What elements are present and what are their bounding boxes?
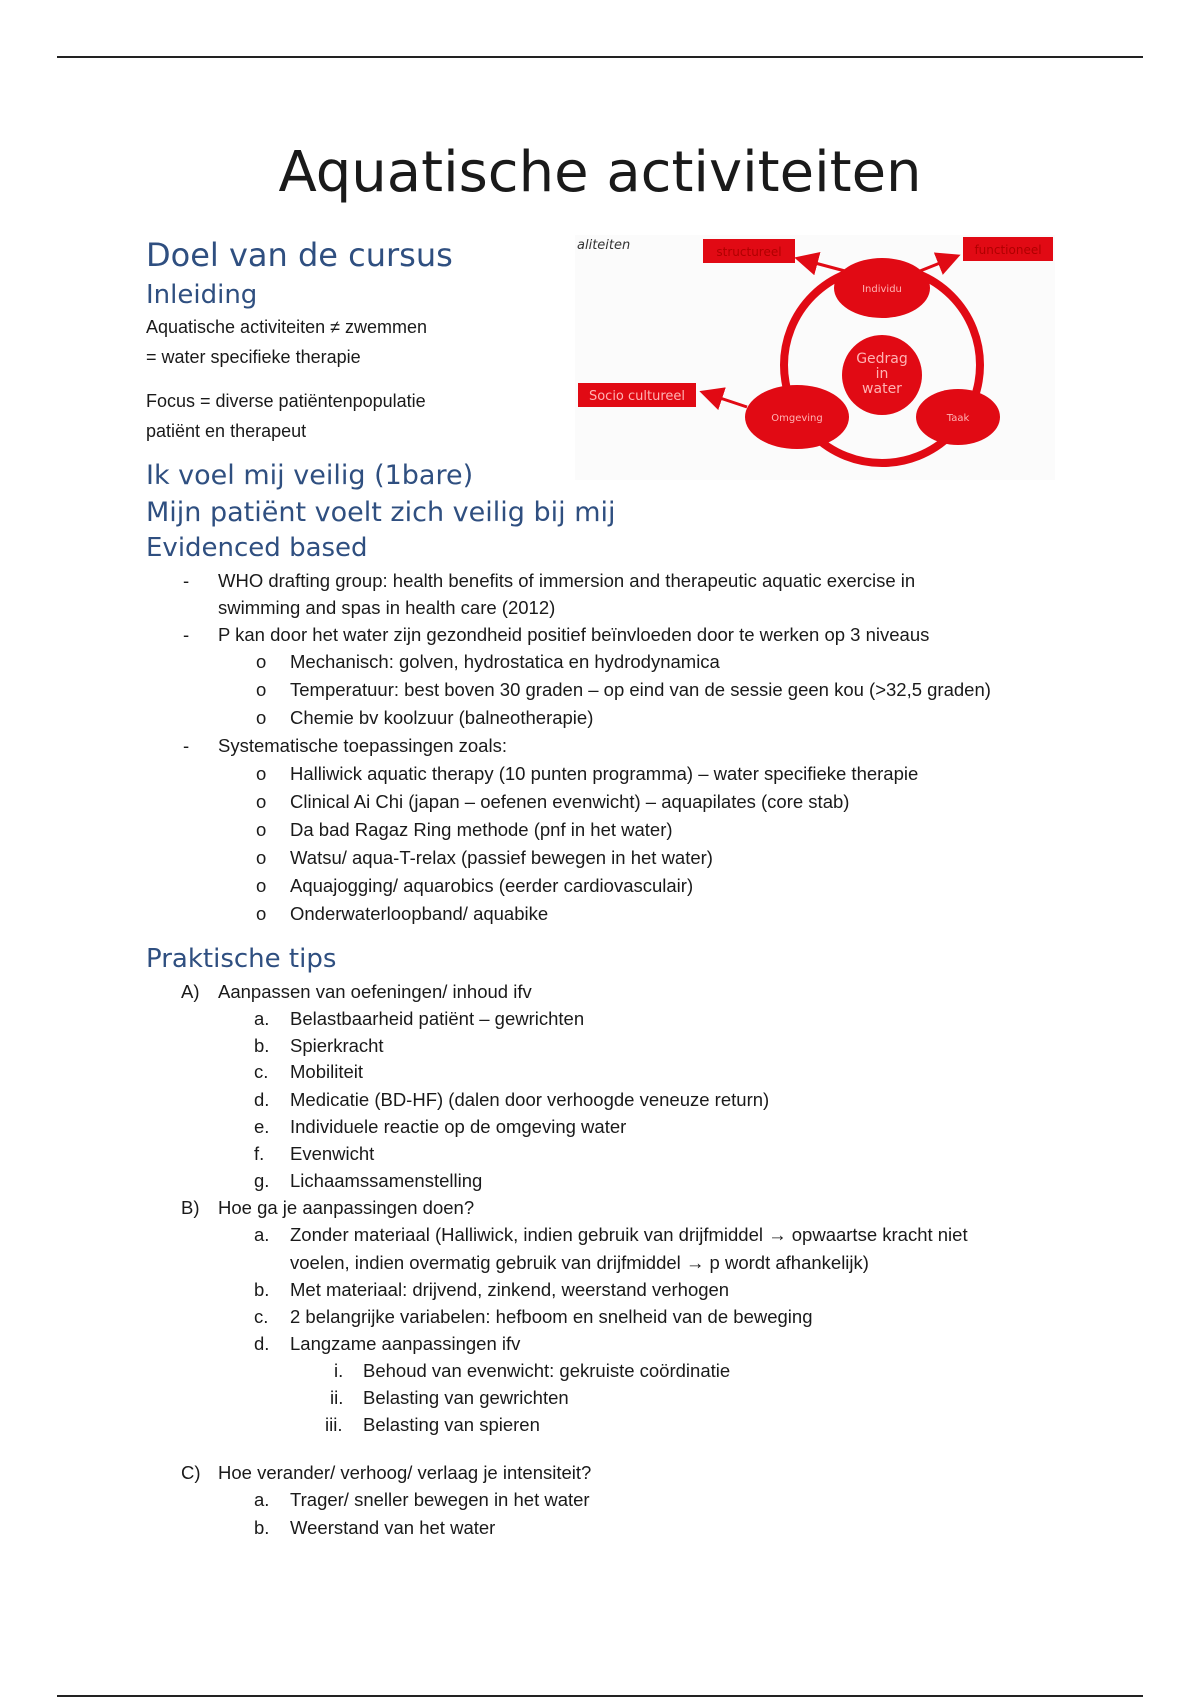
diagram-svg	[575, 235, 1055, 480]
bullet-circle: o	[256, 903, 267, 924]
list-marker: f.	[254, 1143, 265, 1164]
sub-item-text: Halliwick aquatic therapy (10 punten programma) – water specifieke therapie	[290, 763, 919, 784]
tips-B-a-line-2: voelen, indien overmatig gebruik van drijfmiddel → p wordt afhankelijk)	[290, 1252, 869, 1273]
focus-line-2: patiënt en therapeut	[146, 421, 307, 441]
sub-item-text: Temperatuur: best boven 30 graden – op eind van de sessie geen kou (>32,5 graden)	[290, 679, 991, 700]
inleiding-line-1: Aquatische activiteiten ≠ zwemmen	[146, 317, 428, 337]
heading-inleiding: Inleiding	[146, 280, 258, 310]
center-label-1: Gedrag	[856, 351, 908, 367]
evidence-item-3-text: Systematische toepassingen zoals:	[218, 735, 507, 756]
bullet-circle: o	[256, 707, 267, 728]
sub-item-text: Chemie bv koolzuur (balneotherapie)	[290, 707, 594, 728]
sub-item-text: Clinical Ai Chi (japan – oefenen evenwicht) – aquapilates (core stab)	[290, 791, 850, 812]
label-socio: Socio cultureel	[588, 389, 686, 404]
sub-item-text: Da bad Ragaz Ring methode (pnf in het water)	[290, 819, 673, 840]
bullet-circle: o	[256, 791, 267, 812]
node-taak-label: Taak	[946, 413, 970, 424]
list-item-text: Belastbaarheid patiënt – gewrichten	[290, 1008, 585, 1029]
tips-C-text: Hoe verander/ verhoog/ verlaag je intensiteit?	[218, 1462, 592, 1483]
list-item-text: Met materiaal: drijvend, zinkend, weerstand verhogen	[290, 1279, 730, 1300]
list-item-text: Belasting van spieren	[363, 1414, 540, 1435]
heading-doel: Doel van de cursus	[146, 236, 453, 274]
list-marker: e.	[254, 1116, 270, 1137]
tips-B-a-line-1: Zonder materiaal (Halliwick, indien gebruik van drijfmiddel → opwaartse kracht niet	[290, 1224, 968, 1245]
list-item-text: Weerstand van het water	[290, 1517, 496, 1538]
list-marker: c.	[254, 1306, 269, 1327]
list-marker: b.	[254, 1517, 270, 1538]
list-item-text: Evenwicht	[290, 1143, 375, 1164]
list-marker: A)	[181, 981, 200, 1002]
list-item-text: Spierkracht	[290, 1035, 384, 1056]
bullet-circle: o	[256, 819, 267, 840]
list-item-text: Lichaamssamenstelling	[290, 1170, 483, 1191]
bullet-circle: o	[256, 651, 267, 672]
list-marker: iii.	[325, 1414, 343, 1435]
bullet-dash: -	[183, 735, 190, 756]
list-marker: b.	[254, 1279, 270, 1300]
bullet-circle: o	[256, 763, 267, 784]
behaviour-in-water-diagram	[575, 235, 1055, 480]
diagram-corner-text: aliteiten	[577, 238, 631, 253]
list-item-text: Trager/ sneller bewegen in het water	[290, 1489, 590, 1510]
sub-item-text: Watsu/ aqua-T-relax (passief bewegen in het water)	[290, 847, 713, 868]
heading-praktische-tips: Praktische tips	[146, 944, 337, 974]
list-item-text: Individuele reactie op de omgeving water	[290, 1116, 627, 1137]
inleiding-line-2: = water specifieke therapie	[146, 347, 361, 367]
evidence-item-1-line-2: swimming and spas in health care (2012)	[218, 597, 556, 618]
heading-evidence: Evidenced based	[146, 533, 368, 563]
bullet-circle: o	[256, 875, 267, 896]
bullet-circle: o	[256, 679, 267, 700]
bullet-circle: o	[256, 847, 267, 868]
list-marker: ii.	[330, 1387, 344, 1408]
list-marker: c.	[254, 1061, 269, 1082]
list-marker: a.	[254, 1224, 270, 1245]
list-marker: B)	[181, 1197, 200, 1218]
bullet-dash: -	[183, 624, 190, 645]
list-marker: i.	[334, 1360, 344, 1381]
list-marker: g.	[254, 1170, 270, 1191]
list-marker: C)	[181, 1462, 201, 1483]
label-structureel: structureel	[716, 245, 782, 259]
list-item-text: 2 belangrijke variabelen: hefboom en snelheid van de beweging	[290, 1306, 813, 1327]
sub-item-text: Aquajogging/ aquarobics (eerder cardiovasculair)	[290, 875, 694, 896]
heading-veilig-1: Ik voel mij veilig (1bare)	[146, 460, 474, 491]
list-item-text: Belasting van gewrichten	[363, 1387, 569, 1408]
document-title: Aquatische activiteiten	[278, 140, 922, 205]
node-individu-label: Individu	[862, 284, 902, 295]
list-marker: a.	[254, 1489, 270, 1510]
tips-A-text: Aanpassen van oefeningen/ inhoud ifv	[218, 981, 532, 1002]
list-marker: d.	[254, 1089, 270, 1110]
center-label-3: water	[862, 381, 902, 397]
focus-line-1: Focus = diverse patiëntenpopulatie	[146, 391, 426, 411]
center-label-2: in	[875, 366, 889, 382]
evidence-item-2-text: P kan door het water zijn gezondheid positief beïnvloeden door te werken op 3 niveaus	[218, 624, 930, 645]
heading-veilig-2: Mijn patiënt voelt zich veilig bij mij	[146, 497, 616, 528]
list-item-text: Behoud van evenwicht: gekruiste coördinatie	[363, 1360, 731, 1381]
sub-item-text: Onderwaterloopband/ aquabike	[290, 903, 549, 924]
list-item-text: Langzame aanpassingen ifv	[290, 1333, 521, 1354]
evidence-item-1-line-1: WHO drafting group: health benefits of immersion and therapeutic aquatic exercise in	[218, 570, 916, 591]
list-marker: b.	[254, 1035, 270, 1056]
list-item-text: Medicatie (BD-HF) (dalen door verhoogde veneuze return)	[290, 1089, 770, 1110]
bottom-rule	[57, 1695, 1143, 1697]
list-item-text: Mobiliteit	[290, 1061, 363, 1082]
tips-B-text: Hoe ga je aanpassingen doen?	[218, 1197, 475, 1218]
list-marker: a.	[254, 1008, 270, 1029]
sub-item-text: Mechanisch: golven, hydrostatica en hydrodynamica	[290, 651, 720, 672]
label-functioneel: functioneel	[974, 243, 1042, 257]
top-rule	[57, 56, 1143, 58]
list-marker: d.	[254, 1333, 270, 1354]
bullet-dash: -	[183, 570, 190, 591]
node-omgeving-label: Omgeving	[771, 413, 823, 424]
